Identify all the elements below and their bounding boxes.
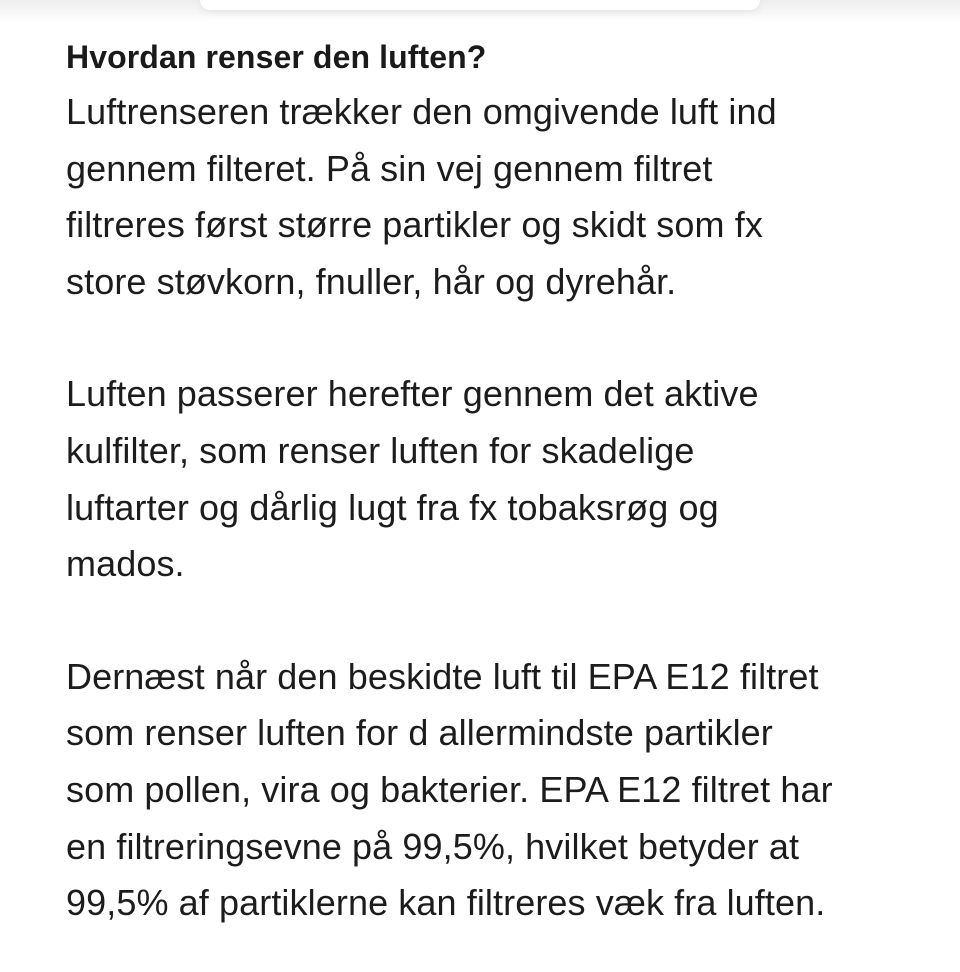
paragraph-line: Luftrenseren trækker den omgivende luft ind [66, 91, 777, 132]
paragraph-line: Luften passerer herefter gennem det aktive [66, 373, 759, 415]
paragraph-line: store støvkorn, fnuller, hår og dyrehår. [66, 260, 677, 302]
section-heading: Hvordan renser den luften? [66, 39, 487, 75]
paragraph-line: Dernæst når den beskidte luft til EPA E12 filtret [66, 655, 819, 697]
paragraph-line: gennem filteret. På sin vej gennem filtret [66, 147, 713, 189]
header-shadow [0, 0, 960, 22]
paragraph-line: luftarter og dårlig lugt fra fx tobaksrøg og [66, 486, 719, 528]
paragraph-intake [66, 84, 926, 310]
paragraph-line: en filtreringsevne på 99,5%, hvilket betyder at [66, 825, 800, 867]
paragraph-epa-filter [66, 649, 926, 932]
paragraph-line: 99,5% af partiklerne kan filtreres væk fra luften. [66, 882, 826, 924]
paragraph-line: som renser luften for d allermindste partikler [66, 712, 773, 754]
paragraph-line: mados. [66, 543, 185, 585]
header-card-edge [200, 0, 760, 10]
paragraph-line: filtreres først større partikler og skidt som fx [66, 204, 763, 246]
paragraph-carbon-filter [66, 366, 926, 592]
article-section [66, 34, 926, 932]
paragraph-line: som pollen, vira og bakterier. EPA E12 filtret har [66, 768, 833, 810]
paragraph-line: kulfilter, som renser luften for skadelige [66, 429, 695, 471]
